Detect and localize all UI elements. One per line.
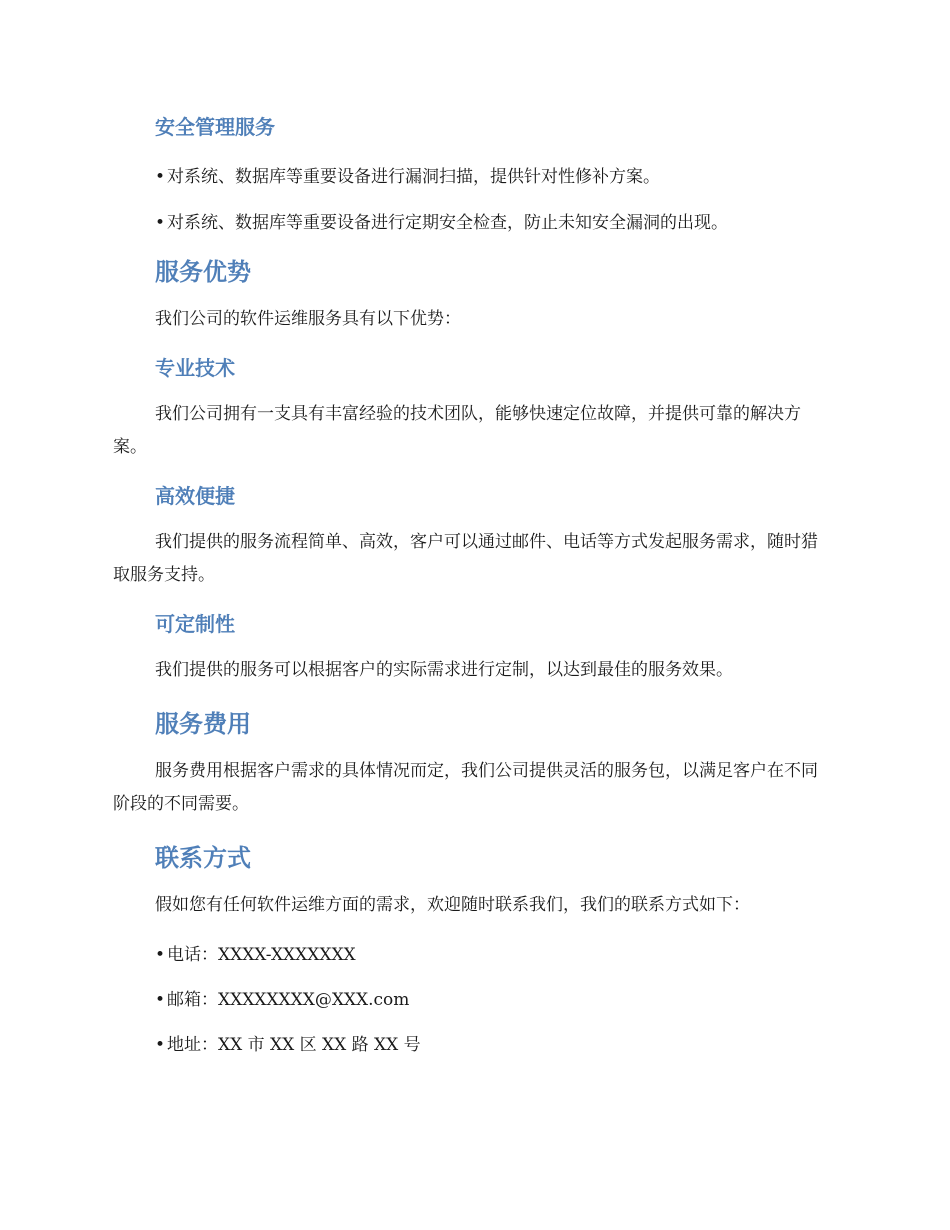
contact-address-text: 地址：XX 市 XX 区 XX 路 XX 号 [167,1035,421,1055]
heading-contact: 联系方式 [155,844,251,872]
bullet-dot-icon: • [155,990,166,1010]
paragraph-contact-intro: 假如您有任何软件运维方面的需求，欢迎随时联系我们，我们的联系方式如下： [155,895,750,915]
paragraph-advantages-intro: 我们公司的软件运维服务具有以下优势： [155,309,461,329]
bullet-dot-icon: • [155,1035,166,1055]
heading-fees: 服务费用 [155,710,251,738]
paragraph-efficiency: 我们提供的服务流程简单、高效，客户可以通过邮件、电话等方式发起服务需求，随时猎取服务支持。 [113,532,818,585]
heading-customizable: 可定制性 [155,612,235,636]
contact-phone-text: 电话：XXXX-XXXXXXX [167,945,356,965]
heading-advantages: 服务优势 [155,258,251,286]
paragraph-fees: 服务费用根据客户需求的具体情况而定，我们公司提供灵活的服务包，以满足客户在不同阶段的不同需要。 [113,761,818,814]
heading-security: 安全管理服务 [155,115,275,139]
paragraph-customizable: 我们提供的服务可以根据客户的实际需求进行定制，以达到最佳的服务效果。 [155,660,733,680]
heading-expertise: 专业技术 [155,356,235,380]
bullet-item [155,208,728,233]
bullet-item [155,162,660,187]
bullet-dot-icon: • [155,945,166,965]
contact-phone [155,940,356,965]
bullet-text: 对系统、数据库等重要设备进行漏洞扫描，提供针对性修补方案。 [167,167,660,187]
contact-email-text: 邮箱：XXXXXXXX@XXX.com [167,990,410,1010]
bullet-dot-icon: • [155,167,166,187]
contact-email [155,985,409,1010]
paragraph-expertise: 我们公司拥有一支具有丰富经验的技术团队，能够快速定位故障，并提供可靠的解决方案。 [113,404,801,457]
contact-address [155,1030,421,1055]
bullet-dot-icon: • [155,213,166,233]
bullet-text: 对系统、数据库等重要设备进行定期安全检查，防止未知安全漏洞的出现。 [167,213,728,233]
heading-efficiency: 高效便捷 [155,484,235,508]
